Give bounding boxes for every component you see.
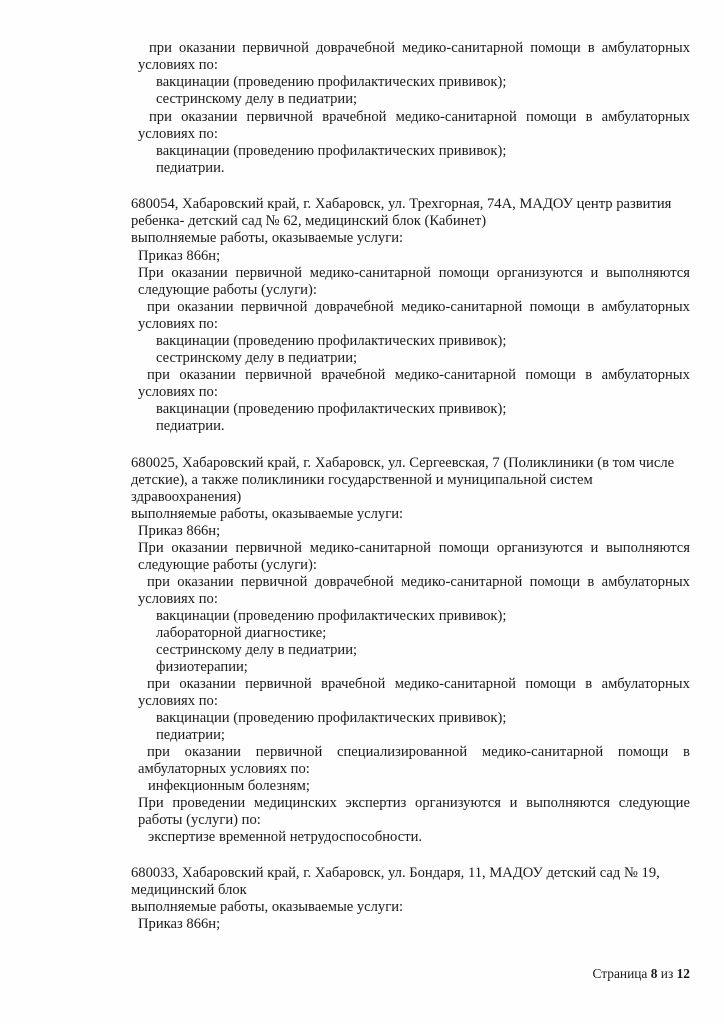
word: специализированной	[337, 744, 468, 760]
word: при	[147, 574, 170, 590]
word: в	[683, 744, 690, 760]
word: первичной	[255, 744, 323, 760]
word: первичной	[245, 367, 312, 383]
word: организуются	[415, 795, 501, 811]
word: амбулаторных	[601, 367, 690, 383]
text-line	[138, 795, 690, 812]
text-line	[147, 367, 690, 384]
word: оказании	[178, 40, 236, 56]
word: выполняются	[606, 265, 690, 281]
word: помощи	[617, 744, 669, 760]
text-line: лабораторной диагностике;	[156, 625, 327, 641]
text-line: условиях по:	[138, 126, 218, 142]
word: медико-санитарной	[309, 540, 431, 556]
address-line: медицинский блок	[131, 882, 247, 898]
page-number: 8	[650, 966, 658, 981]
word: в	[587, 40, 595, 56]
text-line: вакцинации (проведению профилактических прививок);	[156, 401, 507, 417]
word: оказании	[171, 265, 228, 281]
text-line: условиях по:	[138, 57, 218, 73]
word: оказании	[171, 540, 228, 556]
word: следующие	[618, 795, 690, 811]
word: доврачебной	[314, 574, 394, 590]
text-line: выполняемые работы, оказываемые услуги:	[131, 899, 404, 915]
text-line: вакцинации (проведению профилактических прививок);	[156, 710, 507, 726]
page-of-label: из	[660, 966, 674, 981]
word: помощи	[529, 574, 581, 590]
word: медико-санитарной	[401, 299, 523, 315]
text-line	[138, 265, 690, 282]
text-line: условиях по:	[138, 316, 218, 332]
word: доврачебной	[314, 299, 394, 315]
address-line: здравоохранения)	[131, 489, 242, 505]
text-line	[149, 40, 690, 57]
word: помощи	[529, 299, 581, 315]
text-line: выполняемые работы, оказываемые услуги:	[131, 506, 404, 522]
text-line: выполняемые работы, оказываемые услуги:	[131, 230, 404, 246]
text-line: сестринскому делу в педиатрии;	[156, 91, 358, 107]
address-line: детские), а также поликлиники государственной и муниципальной систем	[131, 472, 593, 488]
word: организуются	[496, 265, 583, 281]
word: врачебной	[321, 367, 386, 383]
word: первичной	[240, 299, 308, 315]
text-line	[147, 574, 690, 591]
word: первичной	[245, 676, 312, 692]
word: оказании	[179, 367, 236, 383]
word: выполняются	[526, 795, 611, 811]
word: оказании	[177, 299, 234, 315]
text-line: следующие работы (услуги):	[138, 282, 317, 298]
page-total: 12	[676, 966, 690, 981]
word: медико-санитарной	[401, 40, 524, 56]
word: при	[149, 40, 172, 56]
word: при	[147, 744, 170, 760]
word: и	[509, 795, 518, 811]
word: и	[590, 540, 599, 556]
word: помощи	[526, 109, 577, 125]
word: амбулаторных	[601, 109, 690, 125]
word: медицинских	[253, 795, 337, 811]
text-line	[138, 540, 690, 557]
text-line: Приказ 866н;	[138, 523, 221, 539]
word: первичной	[246, 109, 314, 125]
word: в	[585, 676, 593, 692]
word: врачебной	[322, 109, 387, 125]
word: оказании	[184, 744, 241, 760]
word: первичной	[242, 40, 309, 56]
text-line: условиях по:	[138, 591, 218, 607]
text-line: вакцинации (проведению профилактических прививок);	[156, 74, 507, 90]
text-line: вакцинации (проведению профилактических прививок);	[156, 143, 507, 159]
text-line	[147, 299, 690, 316]
word: медико-санитарной	[401, 574, 523, 590]
word: первичной	[240, 574, 308, 590]
word: экспертиз	[345, 795, 407, 811]
word: оказании	[179, 676, 236, 692]
text-line: Приказ 866н;	[138, 916, 221, 932]
word: медико-санитарной	[309, 265, 431, 281]
word: врачебной	[321, 676, 386, 692]
text-line: сестринскому делу в педиатрии;	[156, 350, 358, 366]
text-line	[149, 109, 690, 126]
word: помощи	[525, 367, 576, 383]
text-line	[147, 676, 690, 693]
word: При	[138, 795, 164, 811]
text-line: инфекционным болезням;	[148, 778, 310, 794]
text-line: условиях по:	[138, 384, 218, 400]
word: в	[585, 367, 593, 383]
word: При	[138, 265, 164, 281]
text-line: педиатрии;	[156, 727, 225, 743]
word: при	[147, 299, 170, 315]
word: первичной	[235, 540, 302, 556]
word: организуются	[496, 540, 583, 556]
word: амбулаторных	[601, 676, 690, 692]
text-line: вакцинации (проведению профилактических прививок);	[156, 608, 507, 624]
word: амбулаторных	[601, 574, 690, 590]
address-line: ребенка- детский сад № 62, медицинский блок (Кабинет)	[131, 213, 487, 229]
text-line: педиатрии.	[156, 418, 225, 434]
text-line: амбулаторных условиях по:	[138, 761, 310, 777]
page-label: Страница	[592, 966, 648, 981]
word: оказании	[181, 109, 238, 125]
word: медико-санитарной	[394, 367, 516, 383]
text-line: вакцинации (проведению профилактических прививок);	[156, 333, 507, 349]
word: помощи	[438, 265, 490, 281]
text-line: сестринскому делу в педиатрии;	[156, 642, 358, 658]
text-line: Приказ 866н;	[138, 248, 221, 264]
word: помощи	[530, 40, 581, 56]
word: в	[587, 299, 595, 315]
address-line: 680025, Хабаровский край, г. Хабаровск, ул. Сергеевская, 7 (Поликлиники (в том числе	[131, 455, 675, 471]
text-line	[147, 744, 690, 761]
word: медико-санитарной	[394, 676, 516, 692]
word: первичной	[235, 265, 302, 281]
text-line: экспертизе временной нетрудоспособности.	[148, 829, 423, 845]
word: при	[149, 109, 172, 125]
text-line: педиатрии.	[156, 160, 225, 176]
word: в	[585, 109, 593, 125]
text-line: работы (услуги) по:	[138, 812, 261, 828]
text-line: следующие работы (услуги):	[138, 557, 317, 573]
word: доврачебной	[315, 40, 395, 56]
word: При	[138, 540, 164, 556]
address-line: 680054, Хабаровский край, г. Хабаровск, ул. Трехгорная, 74А, МАДОУ центр развития	[131, 196, 672, 212]
word: при	[147, 367, 170, 383]
word: в	[587, 574, 595, 590]
text-line: физиотерапии;	[156, 659, 248, 675]
word: амбулаторных	[601, 40, 690, 56]
word: помощи	[438, 540, 490, 556]
word: оказании	[177, 574, 234, 590]
word: медико-санитарной	[395, 109, 517, 125]
word: помощи	[525, 676, 576, 692]
word: и	[590, 265, 599, 281]
word: медико-санитарной	[481, 744, 604, 760]
word: при	[147, 676, 170, 692]
address-line: 680033, Хабаровский край, г. Хабаровск, ул. Бондаря, 11, МАДОУ детский сад № 19,	[131, 865, 660, 881]
word: проведении	[172, 795, 246, 811]
page-footer	[593, 966, 691, 982]
word: выполняются	[606, 540, 690, 556]
word: амбулаторных	[601, 299, 690, 315]
text-line: условиях по:	[138, 693, 218, 709]
